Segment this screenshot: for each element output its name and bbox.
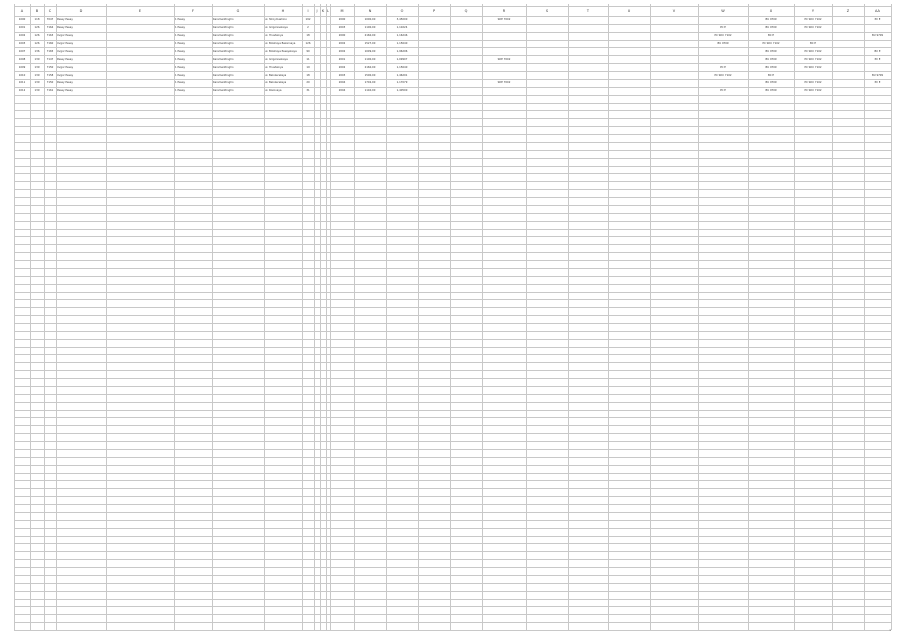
- column-header: P: [432, 9, 436, 13]
- table-cell-y: 2004: [338, 81, 346, 85]
- column-header: AA: [875, 9, 880, 13]
- row-gridline: [14, 205, 891, 206]
- row-gridline: [14, 575, 891, 576]
- column-header: V: [672, 9, 676, 13]
- table-cell-f2: BU 9709: [765, 26, 777, 30]
- column-header: N: [368, 9, 372, 13]
- column-header: I: [307, 9, 309, 13]
- table-cell-a2: 1,10224: [396, 26, 408, 30]
- row-gridline: [14, 630, 891, 631]
- table-cell-y: 2002: [338, 65, 346, 69]
- column-header: O: [400, 9, 404, 13]
- table-cell-f1: PC SDC 7102: [714, 73, 732, 77]
- table-cell-s: 1 Pesay: [175, 57, 186, 61]
- row-gridline: [14, 339, 891, 340]
- row-gridline: [14, 197, 891, 198]
- column-header: S: [545, 9, 549, 13]
- row-gridline: [14, 410, 891, 411]
- row-gridline: [14, 284, 891, 285]
- table-cell-address: ul. Grigorevskaya: [265, 26, 288, 30]
- table-cell-f2: BU 9709: [765, 81, 777, 85]
- table-cell-f3: PC SDC 7102: [804, 65, 822, 69]
- table-cell-address: ul. Hrustalnye: [265, 34, 284, 38]
- table-cell-n: 126: [34, 34, 40, 38]
- row-gridline: [14, 292, 891, 293]
- row-gridline: [14, 276, 891, 277]
- table-cell-f2: BC E: [767, 73, 774, 77]
- table-cell-f1: BU 9709: [717, 42, 729, 46]
- table-cell-s: 1 Pesay: [175, 81, 186, 85]
- row-gridline: [14, 6, 891, 7]
- table-cell-id: 1008: [18, 57, 26, 61]
- column-header: D: [79, 9, 83, 13]
- table-cell-s: 1 Pesay: [175, 42, 186, 46]
- row-gridline: [14, 221, 891, 222]
- table-cell-id: 1012: [18, 89, 26, 93]
- table-cell-code: 7147: [46, 57, 54, 61]
- table-cell-s: 1 Pesay: [175, 49, 186, 53]
- row-gridline: [14, 362, 891, 363]
- row-gridline: [14, 441, 891, 442]
- row-gridline: [14, 181, 891, 182]
- row-gridline: [14, 315, 891, 316]
- table-cell-h: 2: [307, 26, 309, 30]
- row-gridline: [14, 583, 891, 584]
- table-cell-h: 20: [306, 81, 310, 85]
- table-cell-n: 126: [34, 42, 40, 46]
- table-cell-h: 19: [306, 65, 310, 69]
- table-cell-h: 192: [305, 18, 311, 22]
- column-header: B: [35, 9, 39, 13]
- table-cell-f2: BU 9709: [765, 89, 777, 93]
- page-number: 1: [889, 628, 891, 632]
- table-cell-a2: 1,16246: [396, 34, 408, 38]
- table-cell-f3: BC E: [809, 42, 816, 46]
- row-gridline: [14, 189, 891, 190]
- table-cell-district: Pesay Pesay: [57, 57, 73, 61]
- table-cell-f3: PC SDC 7102: [804, 26, 822, 30]
- row-gridline: [14, 504, 891, 505]
- table-cell-s: 1 Pesay: [175, 65, 186, 69]
- row-gridline: [14, 417, 891, 418]
- table-cell-n: 126: [34, 26, 40, 30]
- row-gridline: [14, 512, 891, 513]
- column-header: E: [138, 9, 142, 13]
- table-cell-a1: 1500,00: [364, 73, 376, 77]
- table-cell-place: Karamaddingho: [213, 89, 234, 93]
- table-cell-address: ul. Stroymashino: [265, 18, 287, 22]
- table-cell-code: 7161: [46, 89, 54, 93]
- table-cell-h: 126: [305, 42, 311, 46]
- row-gridline: [14, 244, 891, 245]
- table-cell-a1: 1527,00: [364, 42, 376, 46]
- table-cell-s: 1 Pesay: [175, 26, 186, 30]
- column-header: Z: [846, 9, 850, 13]
- table-cell-s: 1 Pesay: [175, 34, 186, 38]
- table-cell-a2: 1,96296: [396, 49, 408, 53]
- table-cell-district: Uvgor Pesay: [57, 49, 74, 53]
- row-gridline: [14, 134, 891, 135]
- table-cell-n: 118: [34, 18, 40, 22]
- table-cell-cat: SDE 7002: [497, 18, 511, 22]
- table-cell-code: 7150: [46, 81, 54, 85]
- table-cell-f1: PC SDC 7102: [714, 34, 732, 38]
- column-header: H: [281, 9, 285, 13]
- table-cell-code: 7047: [46, 18, 54, 22]
- table-cell-y: 2000: [338, 34, 346, 38]
- row-gridline: [14, 158, 891, 159]
- table-cell-a2: 1,09907: [396, 57, 408, 61]
- row-gridline: [14, 567, 891, 568]
- table-cell-f3: PC SDC 7102: [804, 81, 822, 85]
- table-cell-cat: SDE 7002: [497, 57, 511, 61]
- row-gridline: [14, 95, 891, 96]
- table-cell-f1: PC E: [720, 65, 726, 69]
- column-header: F: [191, 9, 194, 13]
- table-cell-a1: 2160,00: [364, 34, 376, 38]
- table-cell-n: 136: [34, 49, 40, 53]
- table-cell-a2: 1,40500: [396, 89, 408, 93]
- table-cell-district: Pesay Pesay: [57, 18, 73, 22]
- table-cell-address: ul. Bolshaya Bazarnaya: [265, 42, 296, 46]
- row-gridline: [14, 331, 891, 332]
- table-cell-s: 1 Pesay: [175, 18, 186, 22]
- column-header: U: [627, 9, 631, 13]
- row-gridline: [14, 307, 891, 308]
- table-cell-s: 1 Pesay: [175, 89, 186, 93]
- table-cell-id: 1002: [18, 34, 26, 38]
- row-gridline: [14, 103, 891, 104]
- table-cell-f1: PC E: [720, 26, 726, 30]
- row-gridline: [14, 528, 891, 529]
- table-cell-address: ul. Bolshaya Pesayskaya: [265, 49, 297, 53]
- row-gridline: [14, 520, 891, 521]
- table-cell-f4: BU 9709: [871, 73, 884, 77]
- table-cell-h: 31: [306, 89, 310, 93]
- table-cell-a1: 1140,00: [364, 89, 376, 93]
- row-gridline: [14, 252, 891, 253]
- row-gridline: [14, 213, 891, 214]
- table-cell-h: 18: [306, 73, 310, 77]
- table-cell-id: 1009: [18, 65, 26, 69]
- row-gridline: [14, 614, 891, 615]
- table-cell-f4: PC E: [874, 81, 881, 85]
- table-cell-code: 7164: [46, 26, 54, 30]
- row-gridline: [14, 591, 891, 592]
- row-gridline: [14, 16, 891, 17]
- table-cell-place: Karamaddingho: [213, 65, 234, 69]
- column-gridline: [891, 4, 892, 630]
- table-cell-n: 139: [34, 89, 40, 93]
- column-header: M: [340, 9, 344, 13]
- table-cell-place: Karamaddingho: [213, 73, 234, 77]
- row-gridline: [14, 370, 891, 371]
- table-cell-y: 2004: [338, 89, 346, 93]
- table-cell-code: 7160: [46, 42, 54, 46]
- row-gridline: [14, 71, 891, 72]
- table-cell-id: 1001: [18, 26, 26, 30]
- table-cell-f2: BC E: [767, 34, 774, 38]
- row-gridline: [14, 55, 891, 56]
- row-gridline: [14, 559, 891, 560]
- row-gridline: [14, 24, 891, 25]
- row-gridline: [14, 606, 891, 607]
- table-cell-cat: SDE 7002: [497, 81, 511, 85]
- column-header: R: [502, 9, 506, 13]
- column-header: K: [321, 9, 325, 13]
- table-cell-y: 2003: [338, 26, 346, 30]
- row-gridline: [14, 394, 891, 395]
- table-cell-n: 139: [34, 65, 40, 69]
- table-cell-address: ul. Belozerskaya: [265, 73, 287, 77]
- table-cell-code: 7158: [46, 73, 54, 77]
- table-cell-n: 139: [34, 57, 40, 61]
- table-cell-district: Pesay Pesay: [57, 81, 73, 85]
- table-cell-district: Uvgor Pesay: [57, 34, 74, 38]
- table-cell-id: 1010: [18, 73, 26, 77]
- row-gridline: [14, 425, 891, 426]
- table-cell-f2: PC SDC 7102: [762, 42, 780, 46]
- table-cell-code: 7165: [46, 49, 54, 53]
- table-cell-district: Uvgor Pesay: [57, 73, 74, 77]
- row-gridline: [14, 32, 891, 33]
- column-header: A: [20, 9, 24, 13]
- table-cell-n: 139: [34, 81, 40, 85]
- column-header: Q: [464, 9, 468, 13]
- table-cell-place: Karamaddingho: [213, 57, 234, 61]
- table-cell-place: Karamaddingho: [213, 18, 234, 22]
- table-cell-code: 7150: [46, 65, 54, 69]
- column-header: C: [48, 9, 52, 13]
- table-cell-f4: BC E: [874, 49, 881, 53]
- table-cell-f3: PC SDC 7102: [804, 57, 822, 61]
- table-cell-y: 2002: [338, 49, 346, 53]
- table-cell-y: 2001: [338, 57, 346, 61]
- row-gridline: [14, 166, 891, 167]
- row-gridline: [14, 465, 891, 466]
- row-gridline: [14, 433, 891, 434]
- table-cell-district: Pesay Pesay: [57, 26, 73, 30]
- row-gridline: [14, 173, 891, 174]
- table-cell-address: ul. Hrustalnye: [265, 65, 284, 69]
- row-gridline: [14, 496, 891, 497]
- row-gridline: [14, 323, 891, 324]
- row-gridline: [14, 110, 891, 111]
- table-cell-address: ul. Rozovaya: [265, 89, 282, 93]
- table-cell-place: Karamaddingho: [213, 49, 234, 53]
- row-gridline: [14, 87, 891, 88]
- table-cell-a1: 1702,00: [364, 81, 376, 85]
- column-header: X: [769, 9, 773, 13]
- row-gridline: [14, 63, 891, 64]
- table-cell-a1: 1099,00: [364, 49, 376, 53]
- table-cell-f4: PC E: [874, 57, 881, 61]
- table-cell-y: 2000: [338, 18, 346, 22]
- table-cell-id: 1000: [18, 18, 26, 22]
- row-gridline: [14, 449, 891, 450]
- table-cell-f2: BU 9709: [765, 57, 777, 61]
- row-gridline: [14, 378, 891, 379]
- row-gridline: [14, 268, 891, 269]
- table-cell-place: Karamaddingho: [213, 42, 234, 46]
- column-header: Y: [811, 9, 815, 13]
- row-gridline: [14, 79, 891, 80]
- table-cell-a1: 2160,00: [364, 65, 376, 69]
- table-cell-a1: 1100,00: [364, 57, 376, 61]
- table-cell-f2: BU 9709: [765, 49, 777, 53]
- table-cell-a2: 1,46291: [396, 73, 408, 77]
- column-header: W: [721, 9, 725, 13]
- row-gridline: [14, 229, 891, 230]
- row-gridline: [14, 354, 891, 355]
- table-cell-district: Pesay Pesay: [57, 89, 73, 93]
- table-cell-h: 18: [306, 34, 310, 38]
- table-cell-f3: PC SDC 7102: [804, 49, 822, 53]
- table-cell-id: 1011: [18, 81, 26, 85]
- table-cell-f4: PC E: [874, 18, 881, 22]
- table-cell-address: ul. Belozerskaya: [265, 81, 287, 85]
- column-header: L: [327, 9, 329, 13]
- table-cell-place: Karamaddingho: [213, 81, 234, 85]
- table-cell-f3: PC SDC 7102: [804, 18, 822, 22]
- table-cell-y: 2003: [338, 73, 346, 77]
- spreadsheet-page: [14, 4, 891, 630]
- table-cell-a1: 1000,00: [364, 18, 376, 22]
- row-gridline: [14, 551, 891, 552]
- table-cell-h: 11: [306, 57, 310, 61]
- row-gridline: [14, 599, 891, 600]
- row-gridline: [14, 40, 891, 41]
- row-gridline: [14, 47, 891, 48]
- table-cell-f1: PC E: [720, 89, 726, 93]
- table-cell-a2: 1,15640: [396, 65, 408, 69]
- table-cell-place: Karamaddingho: [213, 34, 234, 38]
- row-gridline: [14, 622, 891, 623]
- column-header: J: [316, 9, 318, 13]
- table-cell-a2: 1,15640: [396, 42, 408, 46]
- row-gridline: [14, 536, 891, 537]
- table-cell-f4: BU 9709: [871, 34, 884, 38]
- table-cell-a2: 1,17079: [396, 81, 408, 85]
- table-cell-y: 2002: [338, 42, 346, 46]
- row-gridline: [14, 299, 891, 300]
- table-cell-district: Uvgor Pesay: [57, 42, 74, 46]
- row-gridline: [14, 457, 891, 458]
- table-cell-s: 1 Pesay: [175, 73, 186, 77]
- table-cell-f3: PC SDC 7102: [804, 89, 822, 93]
- row-gridline: [14, 260, 891, 261]
- row-gridline: [14, 347, 891, 348]
- column-header: T: [586, 9, 590, 13]
- row-gridline: [14, 142, 891, 143]
- row-gridline: [14, 402, 891, 403]
- table-cell-a2: 3,45000: [396, 18, 408, 22]
- row-gridline: [14, 488, 891, 489]
- row-gridline: [14, 126, 891, 127]
- table-cell-n: 139: [34, 73, 40, 77]
- table-cell-code: 7163: [46, 34, 54, 38]
- row-gridline: [14, 118, 891, 119]
- table-cell-id: 1007: [18, 49, 26, 53]
- column-header: G: [236, 9, 240, 13]
- row-gridline: [14, 236, 891, 237]
- table-cell-id: 1003: [18, 42, 26, 46]
- table-cell-a1: 1100,00: [364, 26, 376, 30]
- table-cell-h: 90: [306, 49, 310, 53]
- row-gridline: [14, 543, 891, 544]
- row-gridline: [14, 150, 891, 151]
- row-gridline: [14, 386, 891, 387]
- table-cell-f2: BU 9709: [765, 65, 777, 69]
- table-cell-f2: BU 9709: [765, 18, 777, 22]
- table-cell-place: Karamaddingho: [213, 26, 234, 30]
- row-gridline: [14, 473, 891, 474]
- table-cell-district: Uvgor Pesay: [57, 65, 74, 69]
- table-cell-address: ul. Grigorevskaya: [265, 57, 288, 61]
- row-gridline: [14, 480, 891, 481]
